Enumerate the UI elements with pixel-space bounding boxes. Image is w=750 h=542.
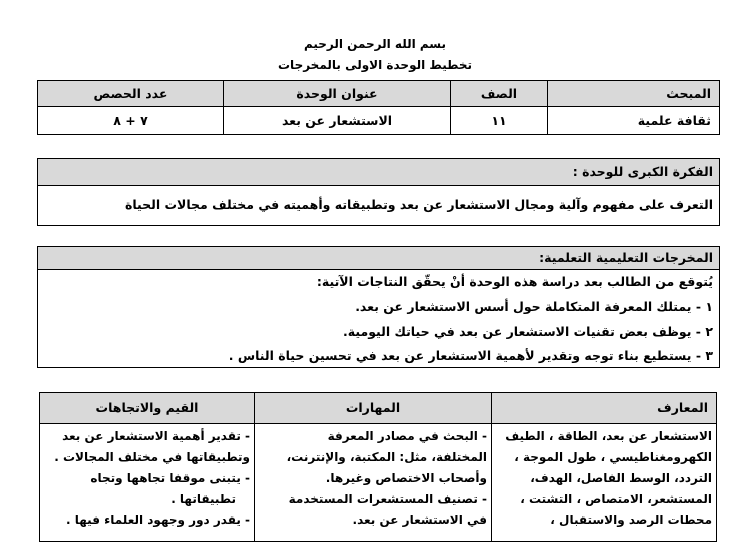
values-line: تطبيقاتها . xyxy=(171,492,236,506)
knowledge-line: التردد، الوسط الفاصل، الهدف، xyxy=(530,471,712,485)
values-line: - يتبنى موقفا تجاهها وتجاه xyxy=(90,471,250,485)
skills-line: المختلفة، مثل: المكتبة، والإنترنت، xyxy=(286,450,487,464)
knowledge-list xyxy=(492,424,716,531)
outcomes-intro: يُتوقع من الطالب بعد دراسة هذه الوحدة أنْ يحقّق النتاجات الآتية: xyxy=(316,274,713,289)
skills-line: وأصحاب الاختصاص وغيرها. xyxy=(325,471,487,485)
values-line: - يقدر دور وجهود العلماء فيها . xyxy=(66,513,250,527)
skills-line: - البحث في مصادر المعرفة xyxy=(327,429,487,443)
header-unit-title: عنوان الوحدة xyxy=(224,81,451,107)
outcomes-heading: المخرجات التعليمية التعلمية: xyxy=(38,247,719,270)
knowledge-column xyxy=(491,392,717,542)
values-list xyxy=(40,424,254,531)
skills-list xyxy=(255,424,491,531)
knowledge-line: الكهرومغناطيسي ، طول الموجة ، xyxy=(514,450,712,464)
outcome-item: ٢ - يوظف بعض تقنيات الاستشعار عن بعد في حياتك اليومية. xyxy=(343,324,713,339)
header-periods: عدد الحصص xyxy=(38,81,224,107)
outcome-item: ١ - يمتلك المعرفة المتكاملة حول أسس الاستشعار عن بعد. xyxy=(355,299,713,314)
skills-column xyxy=(254,392,492,542)
skills-line: - تصنيف المستشعرات المستخدمة xyxy=(288,492,487,506)
info-header-row xyxy=(38,81,720,107)
values-line: - تقدير أهمية الاستشعار عن بعد xyxy=(62,429,250,443)
values-line: وتطبيقاتها في مختلف المجالات . xyxy=(54,450,250,464)
skills-line: في الاستشعار عن بعد. xyxy=(352,513,487,527)
value-subject: ثقافة علمية xyxy=(548,107,720,135)
header-subject: المبحث xyxy=(548,81,720,107)
knowledge-line: الاستشعار عن بعد، الطاقة ، الطيف xyxy=(505,429,712,443)
knowledge-heading: المعارف xyxy=(492,393,716,424)
page-title: تخطيط الوحدة الاولى بالمخرجات xyxy=(278,58,472,72)
values-column xyxy=(39,392,255,542)
knowledge-line: المستشعر، الامتصاص ، التشتت ، xyxy=(520,492,712,506)
value-unit-title: الاستشعار عن بعد xyxy=(224,107,451,135)
info-value-row xyxy=(38,107,720,135)
basmala: بسم الله الرحمن الرحيم xyxy=(303,37,447,51)
value-grade: ١١ xyxy=(451,107,548,135)
skills-heading: المهارات xyxy=(255,393,491,424)
outcome-item: ٣ - يستطيع بناء توجه وتقدير لأهمية الاستشعار عن بعد في تحسين حياة الناس . xyxy=(228,348,713,363)
info-table xyxy=(37,80,720,135)
values-heading: القيم والاتجاهات xyxy=(40,393,254,424)
outcomes-box xyxy=(37,246,720,368)
header-grade: الصف xyxy=(451,81,548,107)
value-periods: ٧ + ٨ xyxy=(38,107,224,135)
big-idea-box xyxy=(37,158,720,226)
big-idea-heading: الفكرة الكبرى للوحدة : xyxy=(38,159,719,186)
knowledge-line: محطات الرصد والاستقبال ، xyxy=(550,513,712,527)
big-idea-text: التعرف على مفهوم وآلية ومجال الاستشعار عن بعد وتطبيقاته وأهميته في مختلف مجالات الحياة xyxy=(124,197,713,212)
